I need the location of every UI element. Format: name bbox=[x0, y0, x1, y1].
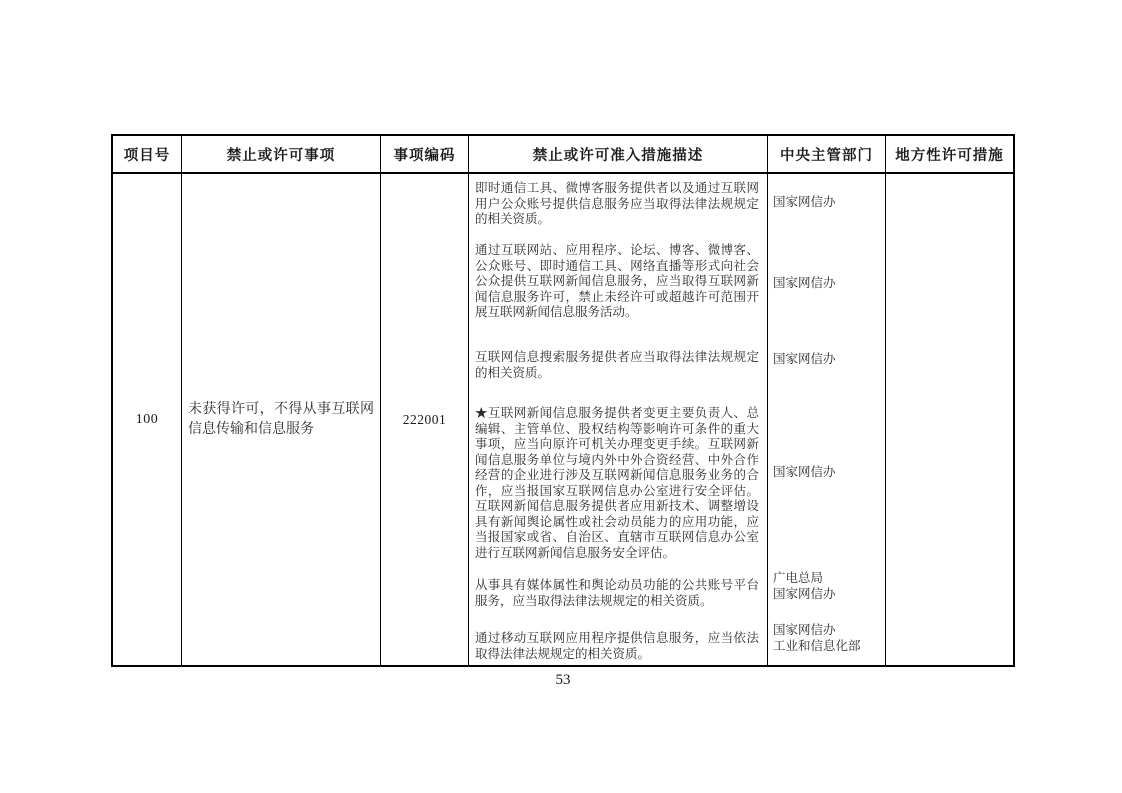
header-prohibited-or-permitted-item: 禁止或许可事项 bbox=[182, 136, 381, 172]
measure-row bbox=[469, 230, 885, 336]
measure-departments bbox=[768, 562, 886, 610]
department-label: 国家网信办 bbox=[773, 464, 836, 479]
measure-row bbox=[469, 381, 885, 562]
department-label: 国家网信办 bbox=[773, 195, 836, 209]
prohibited-item-text: 未获得许可，不得从事互联网信息传输和信息服务 bbox=[188, 401, 374, 437]
measure-description: 通过互联网站、应用程序、论坛、博客、微博客、公众账号、即时通信工具、网络直播等形式向社会公众提供互联网新闻信息服务，应当取得互联网新闻信息服务许可，禁止未经许可或超越许可范围开展互联网新闻信息服务活动。 bbox=[469, 230, 768, 336]
cell-measures-and-departments bbox=[469, 174, 886, 665]
cell-item-code: 222001 bbox=[381, 174, 469, 665]
measure-departments bbox=[768, 336, 886, 381]
measure-description: 互联网信息搜索服务提供者应当取得法律法规规定的相关资质。 bbox=[469, 336, 768, 381]
measure-description: ★互联网新闻信息服务提供者变更主要负责人、总编辑、主管单位、股权结构等影响许可条件的重大事项，应当向原许可机关办理变更手续。互联网新闻信息服务单位与境内外中外合资经营、中外合作经营的企业进行涉及互联网新闻信息服务业务的合作，应当报国家互联网信息办公室进行安全评估。互联网新闻信息服务提供者应用新技术、调整增设具有新闻舆论属性或社会动员能力的应用功能，应当报国家或省、自治区、直辖市互联网信息办公室进行互联网新闻信息服务安全评估。 bbox=[469, 381, 768, 562]
header-local-measures: 地方性许可措施 bbox=[895, 147, 1004, 164]
measure-row bbox=[469, 610, 885, 665]
measure-description: 通过移动互联网应用程序提供信息服务，应当依法取得法律法规规定的相关资质。 bbox=[469, 610, 768, 665]
measure-departments bbox=[768, 381, 886, 562]
header-measure-description: 禁止或许可准入措施描述 bbox=[469, 136, 768, 172]
department-label: 国家网信办 bbox=[773, 276, 836, 290]
department-label: 广电总局 bbox=[773, 571, 824, 585]
header-item-code: 事项编码 bbox=[381, 136, 469, 172]
page-number: 53 bbox=[555, 672, 571, 688]
measure-description: 即时通信工具、微博客服务提供者以及通过互联网用户公众账号提供信息服务应当取得法律法规规定的相关资质。 bbox=[469, 174, 768, 230]
measure-description: 从事具有媒体属性和舆论动员功能的公共账号平台服务，应当取得法律法规规定的相关资质。 bbox=[469, 562, 768, 610]
measure-row bbox=[469, 562, 885, 610]
measure-row bbox=[469, 336, 885, 381]
measure-departments bbox=[768, 230, 886, 336]
department-label: 工业和信息化部 bbox=[773, 638, 861, 653]
department-label: 国家网信办 bbox=[773, 351, 836, 366]
measure-departments bbox=[768, 174, 886, 230]
cell-prohibited-item bbox=[182, 174, 381, 665]
measure-departments bbox=[768, 610, 886, 665]
cell-local-measures bbox=[886, 174, 1013, 665]
measure-row bbox=[469, 174, 885, 230]
cell-project-no: 100 bbox=[113, 174, 182, 665]
table-body-row bbox=[113, 174, 1013, 665]
department-label: 国家网信办 bbox=[773, 587, 836, 601]
header-project-no: 项目号 bbox=[113, 136, 182, 172]
market-access-measures-table bbox=[111, 134, 1015, 667]
table-header-row bbox=[113, 136, 1013, 174]
header-central-department: 中央主管部门 bbox=[768, 136, 886, 172]
department-label: 国家网信办 bbox=[773, 622, 836, 637]
